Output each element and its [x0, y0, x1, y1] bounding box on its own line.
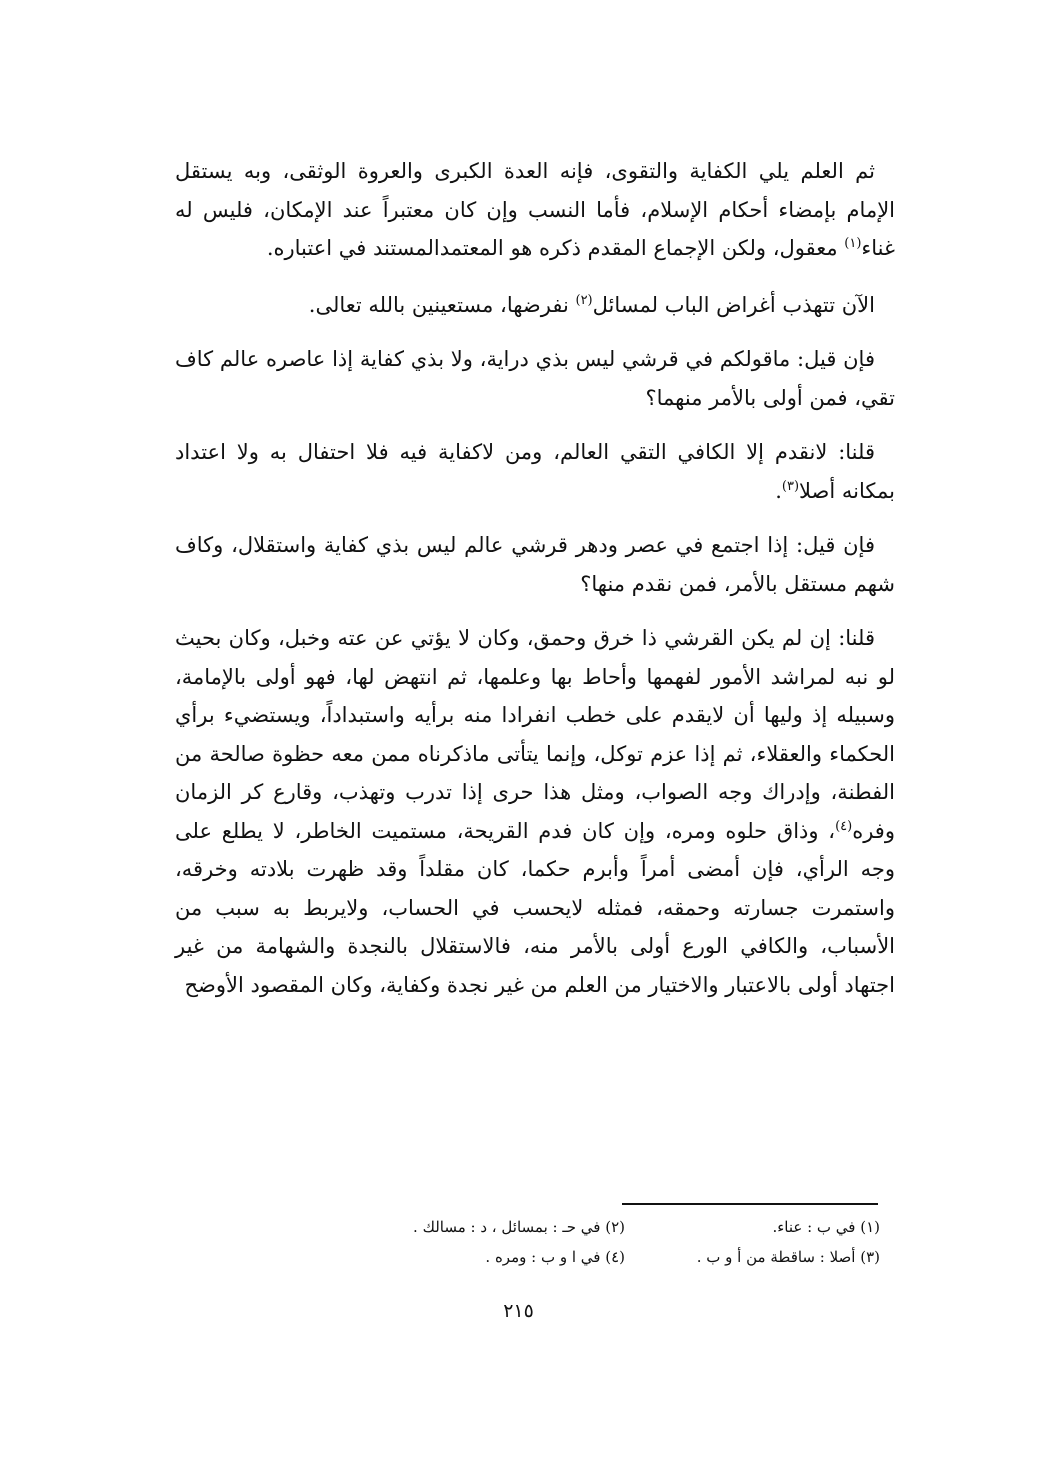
paragraph-4-text-b: .	[775, 478, 782, 503]
paragraph-5	[175, 526, 895, 603]
paragraph-3	[175, 340, 895, 417]
paragraph-6-text-b: ، وذاق حلوه ومره، وإن كان فدم القريحة، مستميت الخاطر، لا يطلع على وجه الرأي، فإن أمضى أمراً وأبرم حكما، كان مقلداً وقد ظهرت بلادته وخرقه، واستمرت جسارته وحمقه، فمثله لايحسب في الحساب، ولايربط به سبب من الأسباب، والكافي الورع أولى بالأمر منه، فالاستقلال بالنجدة والشهامة من غير اجتهاد أولى بالاعتبار والاختيار من العلم من غير نجدة وكفاية، وكان المقصود الأوضح	[175, 818, 895, 997]
paragraph-4-text-a: قلنا: لانقدم إلا الكافي التقي العالم، ومن لاكفاية فيه فلا احتفال به ولا اعتداد بمكانه أصلا	[175, 440, 895, 503]
footnotes	[370, 1212, 880, 1272]
footnote-ref-1: (١)	[844, 236, 862, 251]
footnote-ref-2: (٢)	[575, 292, 593, 308]
body-text	[175, 152, 895, 1020]
paragraph-1-text-a: ثم العلم يلي الكفاية والتقوى، فإنه العدة الكبرى والعروة الوثقى، وبه يستقل الإمام بإمضاء أحكام الإسلام، فأما النسب وإن كان معتبراً عند الإمكان، فليس له غناء	[175, 159, 895, 260]
footnote-2: (٢) في حـ : بمسائل ، د : مسالك .	[413, 1218, 625, 1236]
footnote-3: (٣) أصلا : ساقطة من أ و ب .	[696, 1248, 880, 1266]
paragraph-2	[175, 286, 895, 325]
paragraph-1	[175, 152, 895, 268]
paragraph-5-text: فإن قيل: إذا اجتمع في عصر ودهر قرشي عالم ليس بذي كفاية واستقلال، وكاف شهم مستقل بالأمر، فمن نقدم منها؟	[175, 533, 895, 596]
footnote-4: (٤) في ا و ب : ومره .	[485, 1248, 625, 1266]
paragraph-1-text-b: معقول، ولكن الإجماع المقدم ذكره هو المعتمدالمستند في اعتباره.	[266, 236, 845, 260]
paragraph-2-text-a: الآن تتهذب أغراض الباب لمسائل	[592, 292, 875, 317]
footnote-row-1	[370, 1212, 880, 1242]
paragraph-6	[175, 619, 895, 1004]
footnote-1: (١) في ب : عناء.	[772, 1218, 880, 1236]
paragraph-6-text-a: قلنا: إن لم يكن القرشي ذا خرق وحمق، وكان لا يؤتي عن عته وخبل، وكان بحيث لو نبه لمراشد الأمور لفهمها وأحاط بها وعلمها، ثم انتهض لها، فهو أولى بالإمامة، وسبيله إذ وليها أن لايقدم على خطب انفرادا منه برأيه واستبداداً، ويستضيء برأي الحكماء والعقلاء، ثم إذا عزم توكل، وإنما يتأتى ماذكرناه ممن معه حظوة صالحة من الفطنة، وإدراك وجه الصواب، ومثل هذا حرى إذا تدرب وتهذب، وقارع كر الزمان وفره	[175, 626, 895, 843]
footnote-ref-4: (٤)	[835, 818, 853, 834]
paragraph-4	[175, 433, 895, 510]
footnote-row-2	[370, 1242, 880, 1272]
footnote-ref-3: (٣)	[781, 478, 800, 494]
paragraph-3-text: فإن قيل: ماقولكم في قرشي ليس بذي دراية، ولا بذي كفاية إذا عاصره عالم كاف تقي، فمن أولى بالأمر منهما؟	[175, 347, 895, 410]
footnote-divider	[622, 1203, 878, 1205]
paragraph-2-text-b: نفرضها، مستعينين بالله تعالى.	[308, 292, 576, 317]
page-number: ٢١٥	[503, 1300, 534, 1322]
